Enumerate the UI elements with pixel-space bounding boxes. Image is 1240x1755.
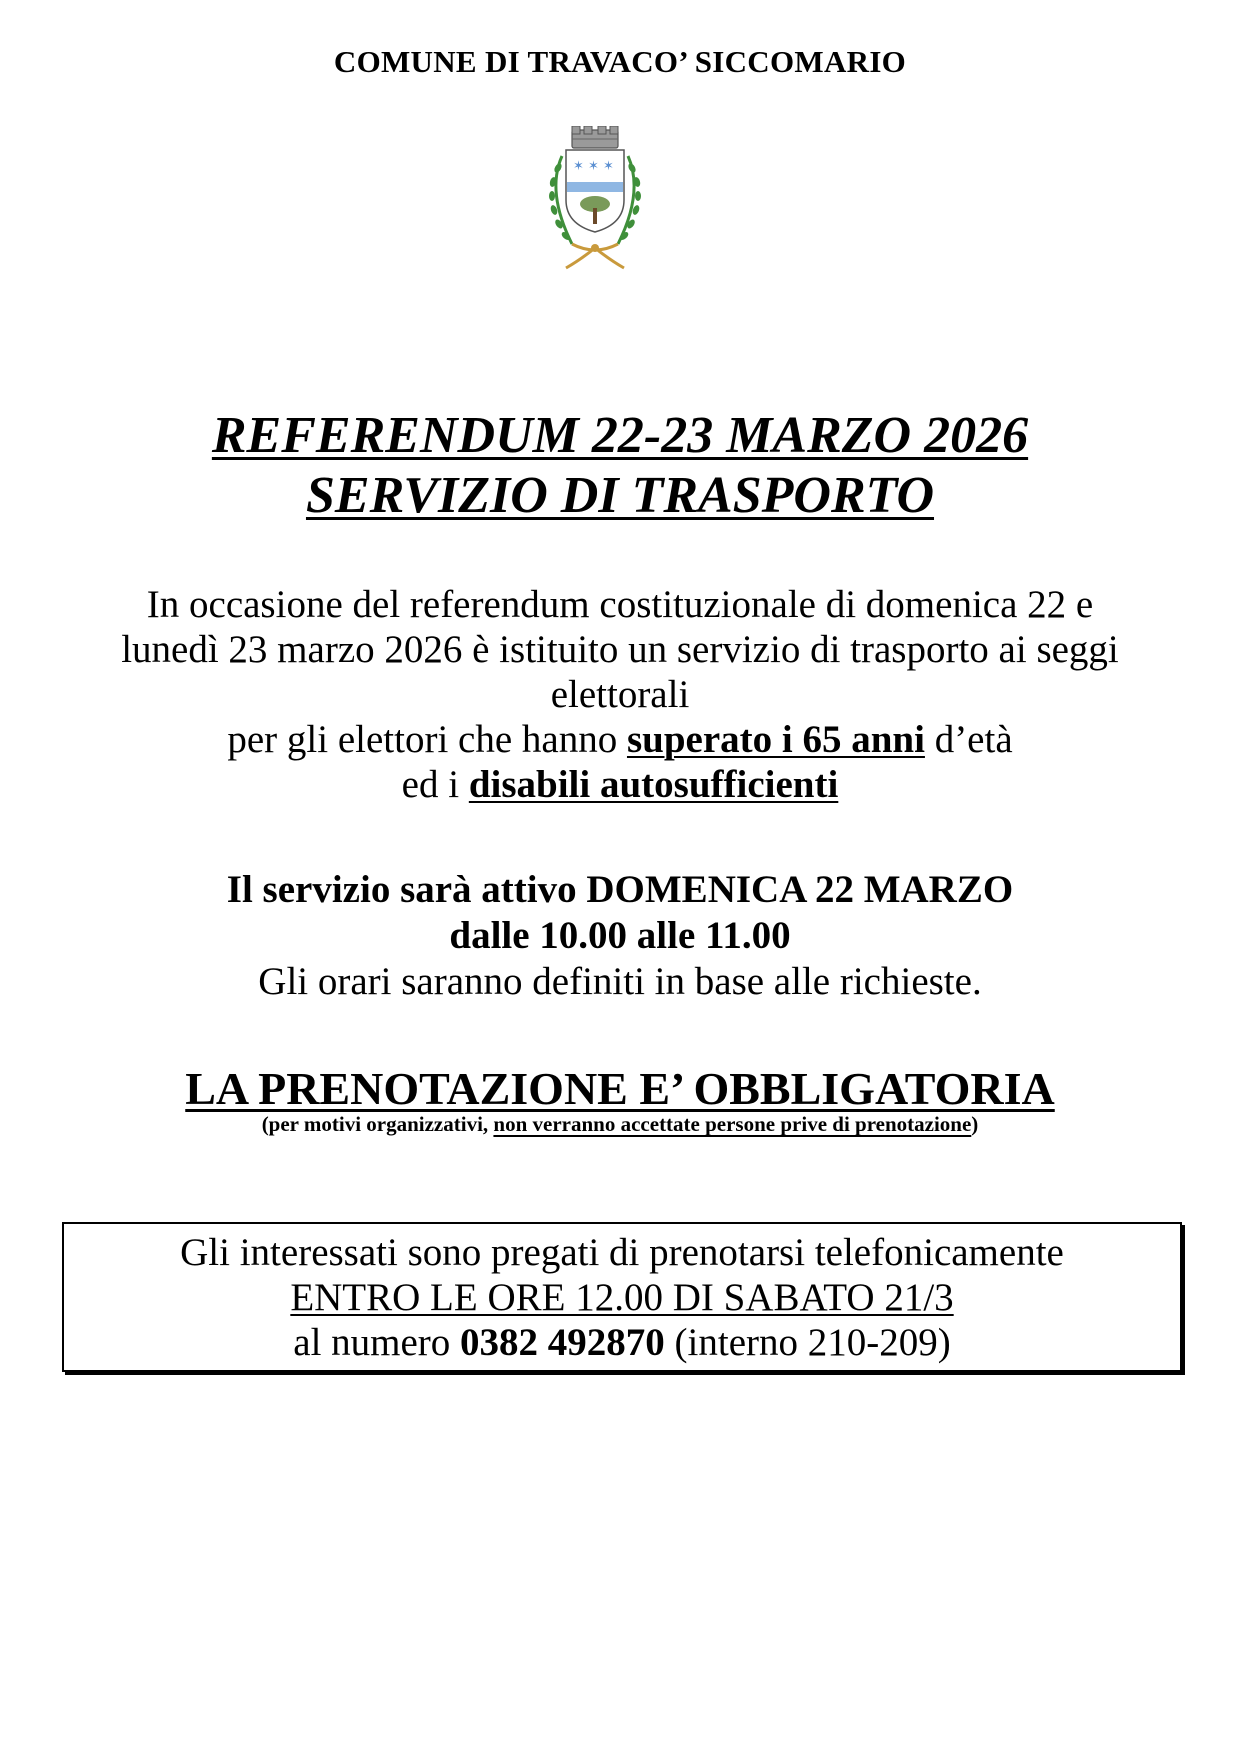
contact-deadline: ENTRO LE ORE 12.00 DI SABATO 21/3 <box>290 1276 954 1319</box>
phone-number: 0382 492870 <box>460 1321 665 1364</box>
intro-line-2: lunedì 23 marzo 2026 è istituito un servizio di trasporto ai seggi <box>121 628 1119 671</box>
booking-note-warning: non verranno accettate persone prive di prenotazione <box>493 1112 972 1136</box>
contact-line-3 <box>64 1320 1180 1365</box>
contact-number-pre: al numero <box>293 1321 461 1364</box>
title-line-referendum: REFERENDUM 22-23 MARZO 2026 <box>211 407 1029 464</box>
coat-of-arms-icon <box>532 126 658 278</box>
title-line-service: SERVIZIO DI TRASPORTO <box>305 467 935 524</box>
intro-line-5-pre: ed i <box>401 763 469 806</box>
booking-heading <box>0 1062 1240 1115</box>
notice-title <box>0 406 1240 526</box>
booking-note-close: ) <box>971 1112 979 1136</box>
municipality-heading: COMUNE DI TRAVACO’ SICCOMARIO <box>333 44 907 79</box>
contact-number-post: (interno 210-209) <box>664 1321 951 1364</box>
service-day: Il servizio sarà attivo DOMENICA 22 MARZO <box>226 868 1014 911</box>
intro-paragraph <box>80 582 1160 807</box>
booking-note <box>0 1112 1240 1137</box>
svg-text:✶: ✶ <box>588 159 599 174</box>
intro-line-4-post: d’età <box>924 718 1013 761</box>
intro-line-1: In occasione del referendum costituzionale di domenica 22 e <box>146 583 1094 626</box>
intro-line-3: elettorali <box>550 673 690 716</box>
intro-line-4 <box>80 717 1160 762</box>
intro-line-4-pre: per gli elettori che hanno <box>227 718 627 761</box>
intro-line-5 <box>80 762 1160 807</box>
service-hours: dalle 10.00 alle 11.00 <box>449 914 791 957</box>
coat-of-arms-graphic <box>532 126 658 278</box>
svg-text:✶: ✶ <box>603 159 614 174</box>
service-note: Gli orari saranno definiti in base alle richieste. <box>258 960 982 1003</box>
disability-requirement: disabili autosufficienti <box>468 763 839 806</box>
service-schedule <box>80 867 1160 1005</box>
contact-box <box>62 1222 1182 1372</box>
booking-heading-text: LA PRENOTAZIONE E’ OBBLIGATORIA <box>185 1063 1055 1114</box>
svg-text:✶: ✶ <box>573 159 584 174</box>
age-requirement: superato i 65 anni <box>626 718 925 761</box>
contact-line-1: Gli interessati sono pregati di prenotarsi telefonicamente <box>180 1231 1064 1274</box>
booking-note-open: (per motivi organizzativi, <box>261 1112 494 1136</box>
